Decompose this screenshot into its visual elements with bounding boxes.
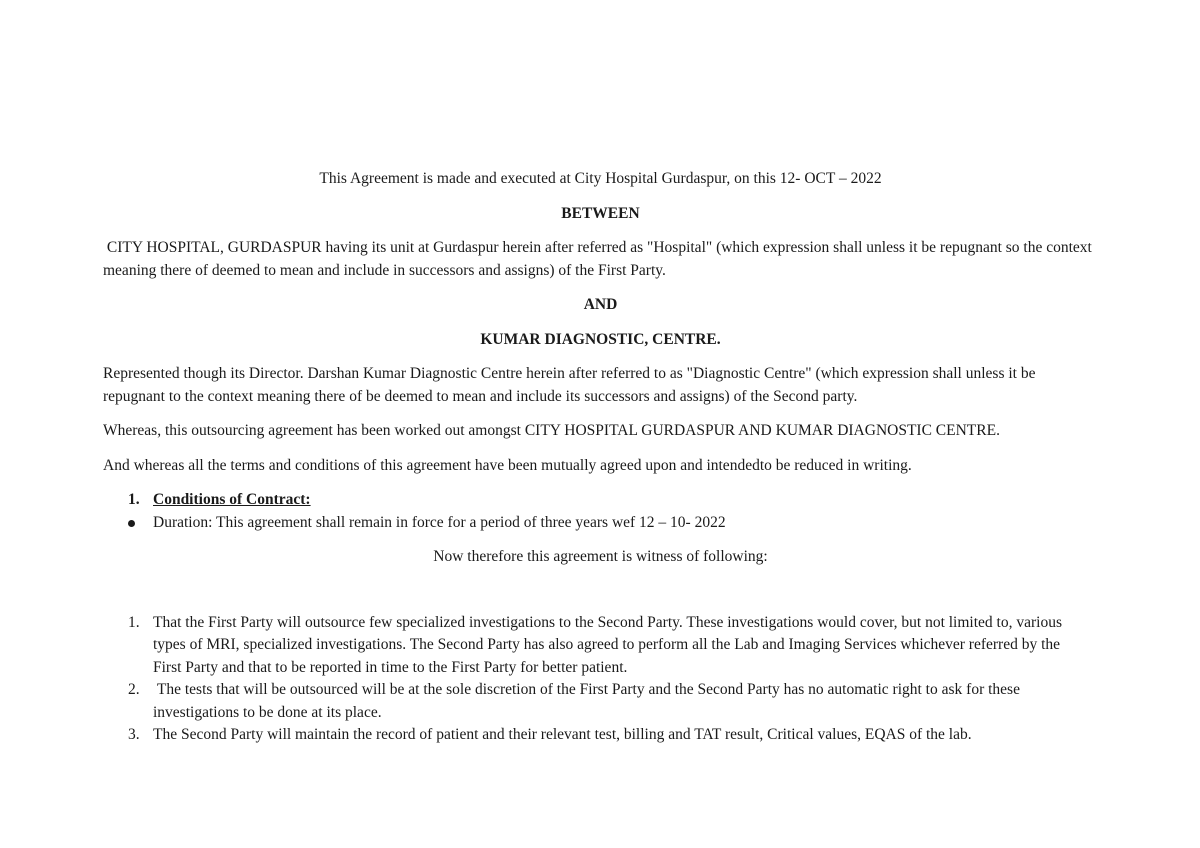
whereas-paragraph: Whereas, this outsourcing agreement has been worked out amongst CITY HOSPITAL GURDASPUR AND KUMAR DIAGNOSTIC CENTRE. [103,422,1000,439]
clause-item [103,724,1098,747]
clause-item [103,679,1098,724]
clause-text: The tests that will be outsourced will be at the sole discretion of the First Party and the Second Party has no automatic right to ask for these investigations to be done at its place. [153,681,1024,721]
clause-number: 3. [128,726,140,743]
bullet-icon [128,520,135,527]
conditions-title: Conditions of Contract: [153,491,311,508]
witness-statement: Now therefore this agreement is witness of following: [433,548,768,565]
clause-text: That the First Party will outsource few specialized investigations to the Second Party. These investigations would cover, but not limited to, various types of MRI, specialized investigations. The Second Party has also agreed to perform all the Lab and Imaging Services whichever referred by the First Party and that to be reported in time to the First Party for better patient. [153,613,1062,676]
clause-item [103,612,1098,680]
duration-bullet-item [103,512,1098,535]
first-party-paragraph: CITY HOSPITAL, GURDASPUR having its unit at Gurdaspur herein after referred as "Hospital" (which expression shall unless it be repugnant so the context meaning there of deemed to mean and include in successors and assigns) of the First Party. [103,239,1096,279]
conditions-section [103,489,1098,534]
whereas-terms-paragraph: And whereas all the terms and conditions of this agreement have been mutually agreed upon and intendedto be reduced in writing. [103,456,912,474]
clauses-list [103,612,1098,747]
clause-number: 1. [128,613,140,631]
clause-number: 2. [128,681,140,698]
clause-text: The Second Party will maintain the record of patient and their relevant test, billing and TAT result, Critical values, EQAS of the lab. [153,726,972,743]
second-party-name: KUMAR DIAGNOSTIC, CENTRE. [480,330,721,348]
between-heading: BETWEEN [561,204,640,222]
conditions-number: 1. [128,491,140,508]
agreement-intro: This Agreement is made and executed at City Hospital Gurdaspur, on this 12- OCT – 2022 [319,170,882,187]
and-heading: AND [583,296,618,313]
document-page [103,168,1098,747]
duration-text: Duration: This agreement shall remain in force for a period of three years wef 12 – 10- 2022 [153,513,726,531]
second-party-paragraph: Represented though its Director. Darshan Kumar Diagnostic Centre herein after referred to as "Diagnostic Centre" (which expression shall unless it be repugnant to the context meaning there of be deemed to mean and include its successors and assigns) of the Second party. [103,365,1036,405]
conditions-heading [103,489,1098,512]
